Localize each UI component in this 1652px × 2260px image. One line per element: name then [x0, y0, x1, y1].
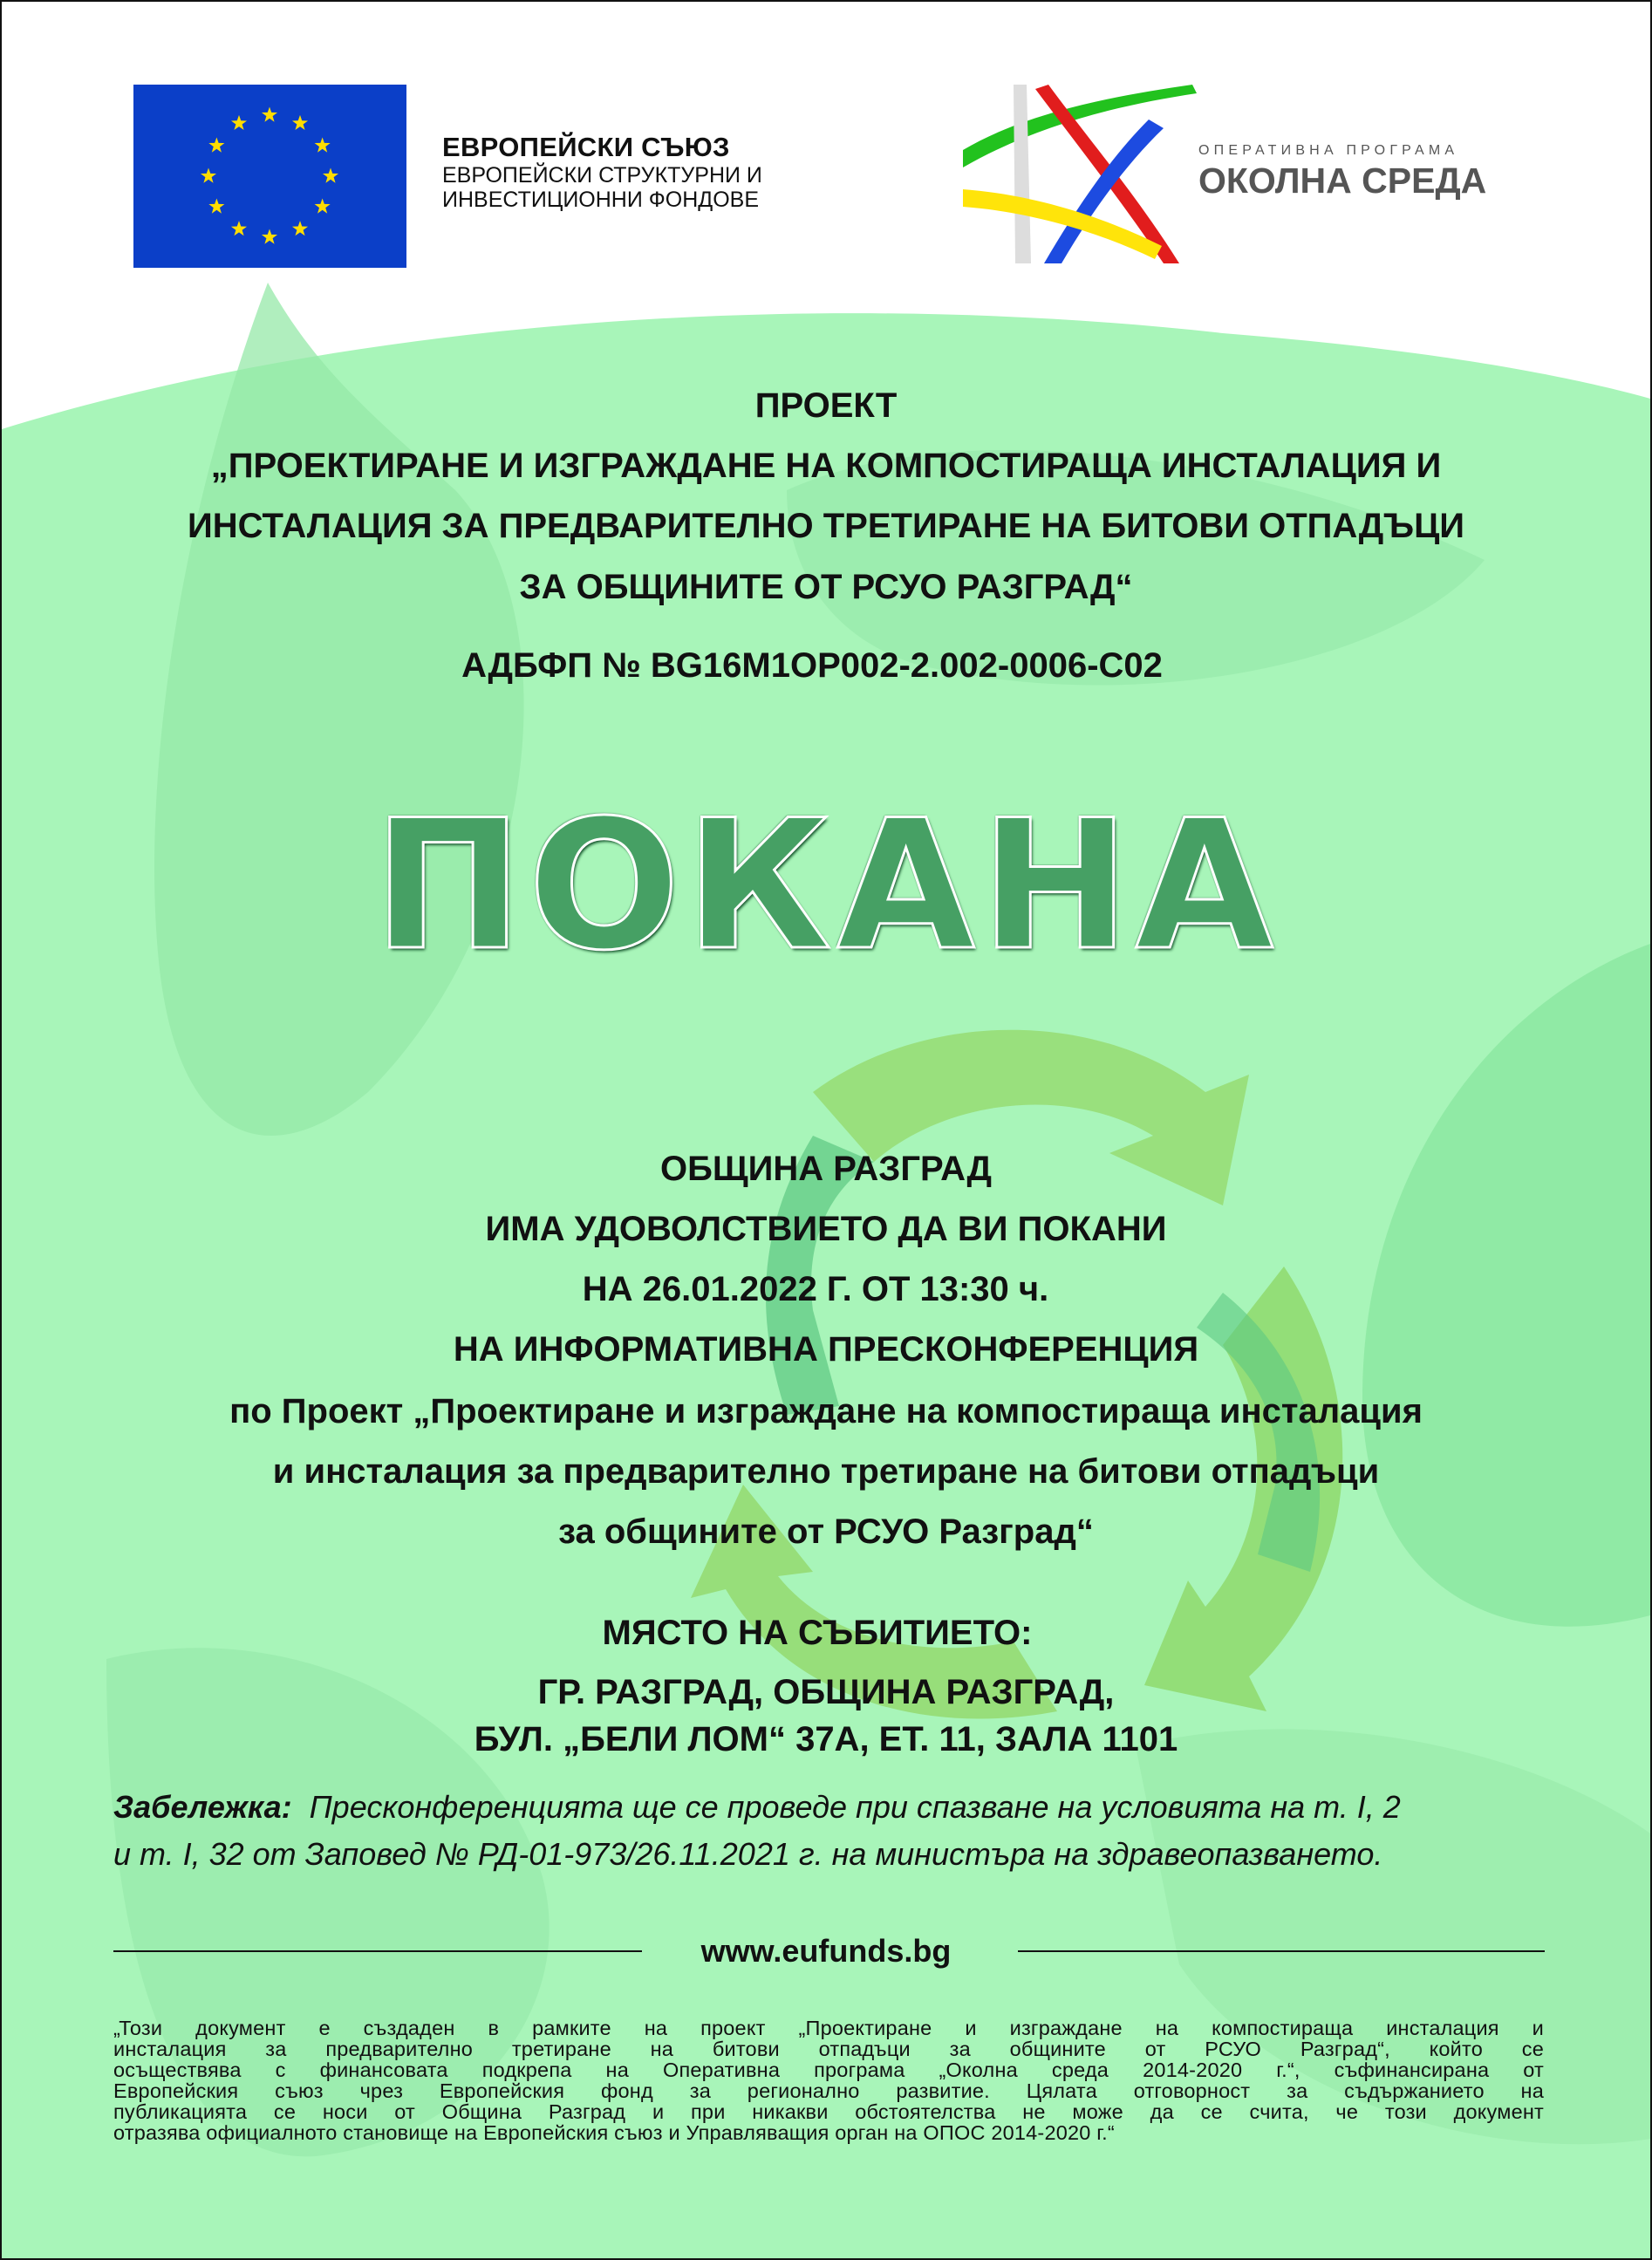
- invitation-line-3: НА 26.01.2022 Г. ОТ 13:30 ч.: [582, 1270, 1049, 1308]
- op-environment-logo-icon: [961, 80, 1205, 268]
- invitation-line-6: и инсталация за предварително третиране на битови отпадъци: [272, 1452, 1380, 1491]
- disclaimer-line-1: „Този документ е създаден в рамките на проект „Проектиране и изграждане на компостираща инсталация и: [113, 2017, 1544, 2039]
- op-logo-white-stroke: [1014, 85, 1031, 263]
- note-line-1: [113, 1789, 1553, 1825]
- note-text-2: и т. I, 32 от Заповед № РД-01-973/26.11.2021 г. на министъра на здравеопазването.: [113, 1836, 1383, 1872]
- project-title-line-3: ЗА ОБЩИНИТЕ ОТ РСУО РАЗГРАД“: [519, 568, 1133, 606]
- venue-line-2: БУЛ. „БЕЛИ ЛОМ“ 37А, ЕТ. 11, ЗАЛА 1101: [474, 1720, 1178, 1758]
- invitation-line-1: ОБЩИНА РАЗГРАД: [659, 1150, 993, 1188]
- note-text-1: Пресконференцията ще се проведе при спазване на условията на т. I, 2: [309, 1789, 1401, 1825]
- invitation-line-7: за общините от РСУО Разград“: [558, 1512, 1094, 1551]
- note-label: Забележка:: [113, 1789, 292, 1825]
- eu-flag-icon: [133, 85, 406, 268]
- project-label: ПРОЕКТ: [754, 386, 898, 425]
- disclaimer-line-3: осъществява с финансовата подкрепа на Оперативна програма „Околна среда 2014-2020 г.“, съфинансирана от: [113, 2059, 1544, 2081]
- eu-subtitle-1: ЕВРОПЕЙСКИ СТРУКТУРНИ И: [442, 162, 762, 188]
- headline: ПОКАНА: [372, 782, 1280, 990]
- eu-subtitle-2: ИНВЕСТИЦИОННИ ФОНДОВЕ: [442, 187, 760, 212]
- op-logo-text: [1198, 143, 1486, 201]
- venue-label: МЯСТО НА СЪБИТИЕТО:: [602, 1614, 1033, 1652]
- eu-title: ЕВРОПЕЙСКИ СЪЮЗ: [442, 132, 730, 162]
- project-title-line-2: ИНСТАЛАЦИЯ ЗА ПРЕДВАРИТЕЛНО ТРЕТИРАНЕ НА БИТОВИ ОТПАДЪЦИ: [187, 507, 1465, 545]
- website-link[interactable]: www.eufunds.bg: [700, 1933, 952, 1969]
- divider-right: [1018, 1950, 1545, 1952]
- project-title-line-1: „ПРОЕКТИРАНЕ И ИЗГРАЖДАНЕ НА КОМПОСТИРАЩА ИНСТАЛАЦИЯ И: [210, 447, 1442, 485]
- disclaimer-line-4: Европейския съюз чрез Европейския фонд за регионално развитие. Цялата отговорност за съдържанието на: [113, 2079, 1544, 2102]
- disclaimer-line-2: инсталация за предварително третиране на битови отпадъци за общините от РСУО Разград“, който се: [113, 2038, 1544, 2060]
- invitation-line-5: по Проект „Проектиране и изграждане на компостираща инсталация: [229, 1392, 1423, 1430]
- contract-number: АДБФП № BG16M1OP002-2.002-0006-C02: [461, 646, 1163, 685]
- eu-logo-text: [442, 133, 762, 212]
- op-programme-label: ОПЕРАТИВНА ПРОГРАМА: [1198, 143, 1459, 158]
- disclaimer-line-5: публикацията се носи от Община Разград и при никакви обстоятелства не може да се счита, че този документ: [113, 2100, 1544, 2123]
- invitation-line-2: ИМА УДОВОЛСТВИЕТО ДА ВИ ПОКАНИ: [485, 1210, 1167, 1248]
- venue-line-1: ГР. РАЗГРАД, ОБЩИНА РАЗГРАД,: [537, 1673, 1115, 1711]
- op-programme-name: ОКОЛНА СРЕДА: [1198, 160, 1487, 201]
- invitation-line-4: НА ИНФОРМАТИВНА ПРЕСКОНФЕРЕНЦИЯ: [453, 1330, 1199, 1369]
- disclaimer-line-6: отразява официалното становище на Европейския съюз и Управляващия орган на ОПОС 2014-2020 г.“: [113, 2121, 1115, 2144]
